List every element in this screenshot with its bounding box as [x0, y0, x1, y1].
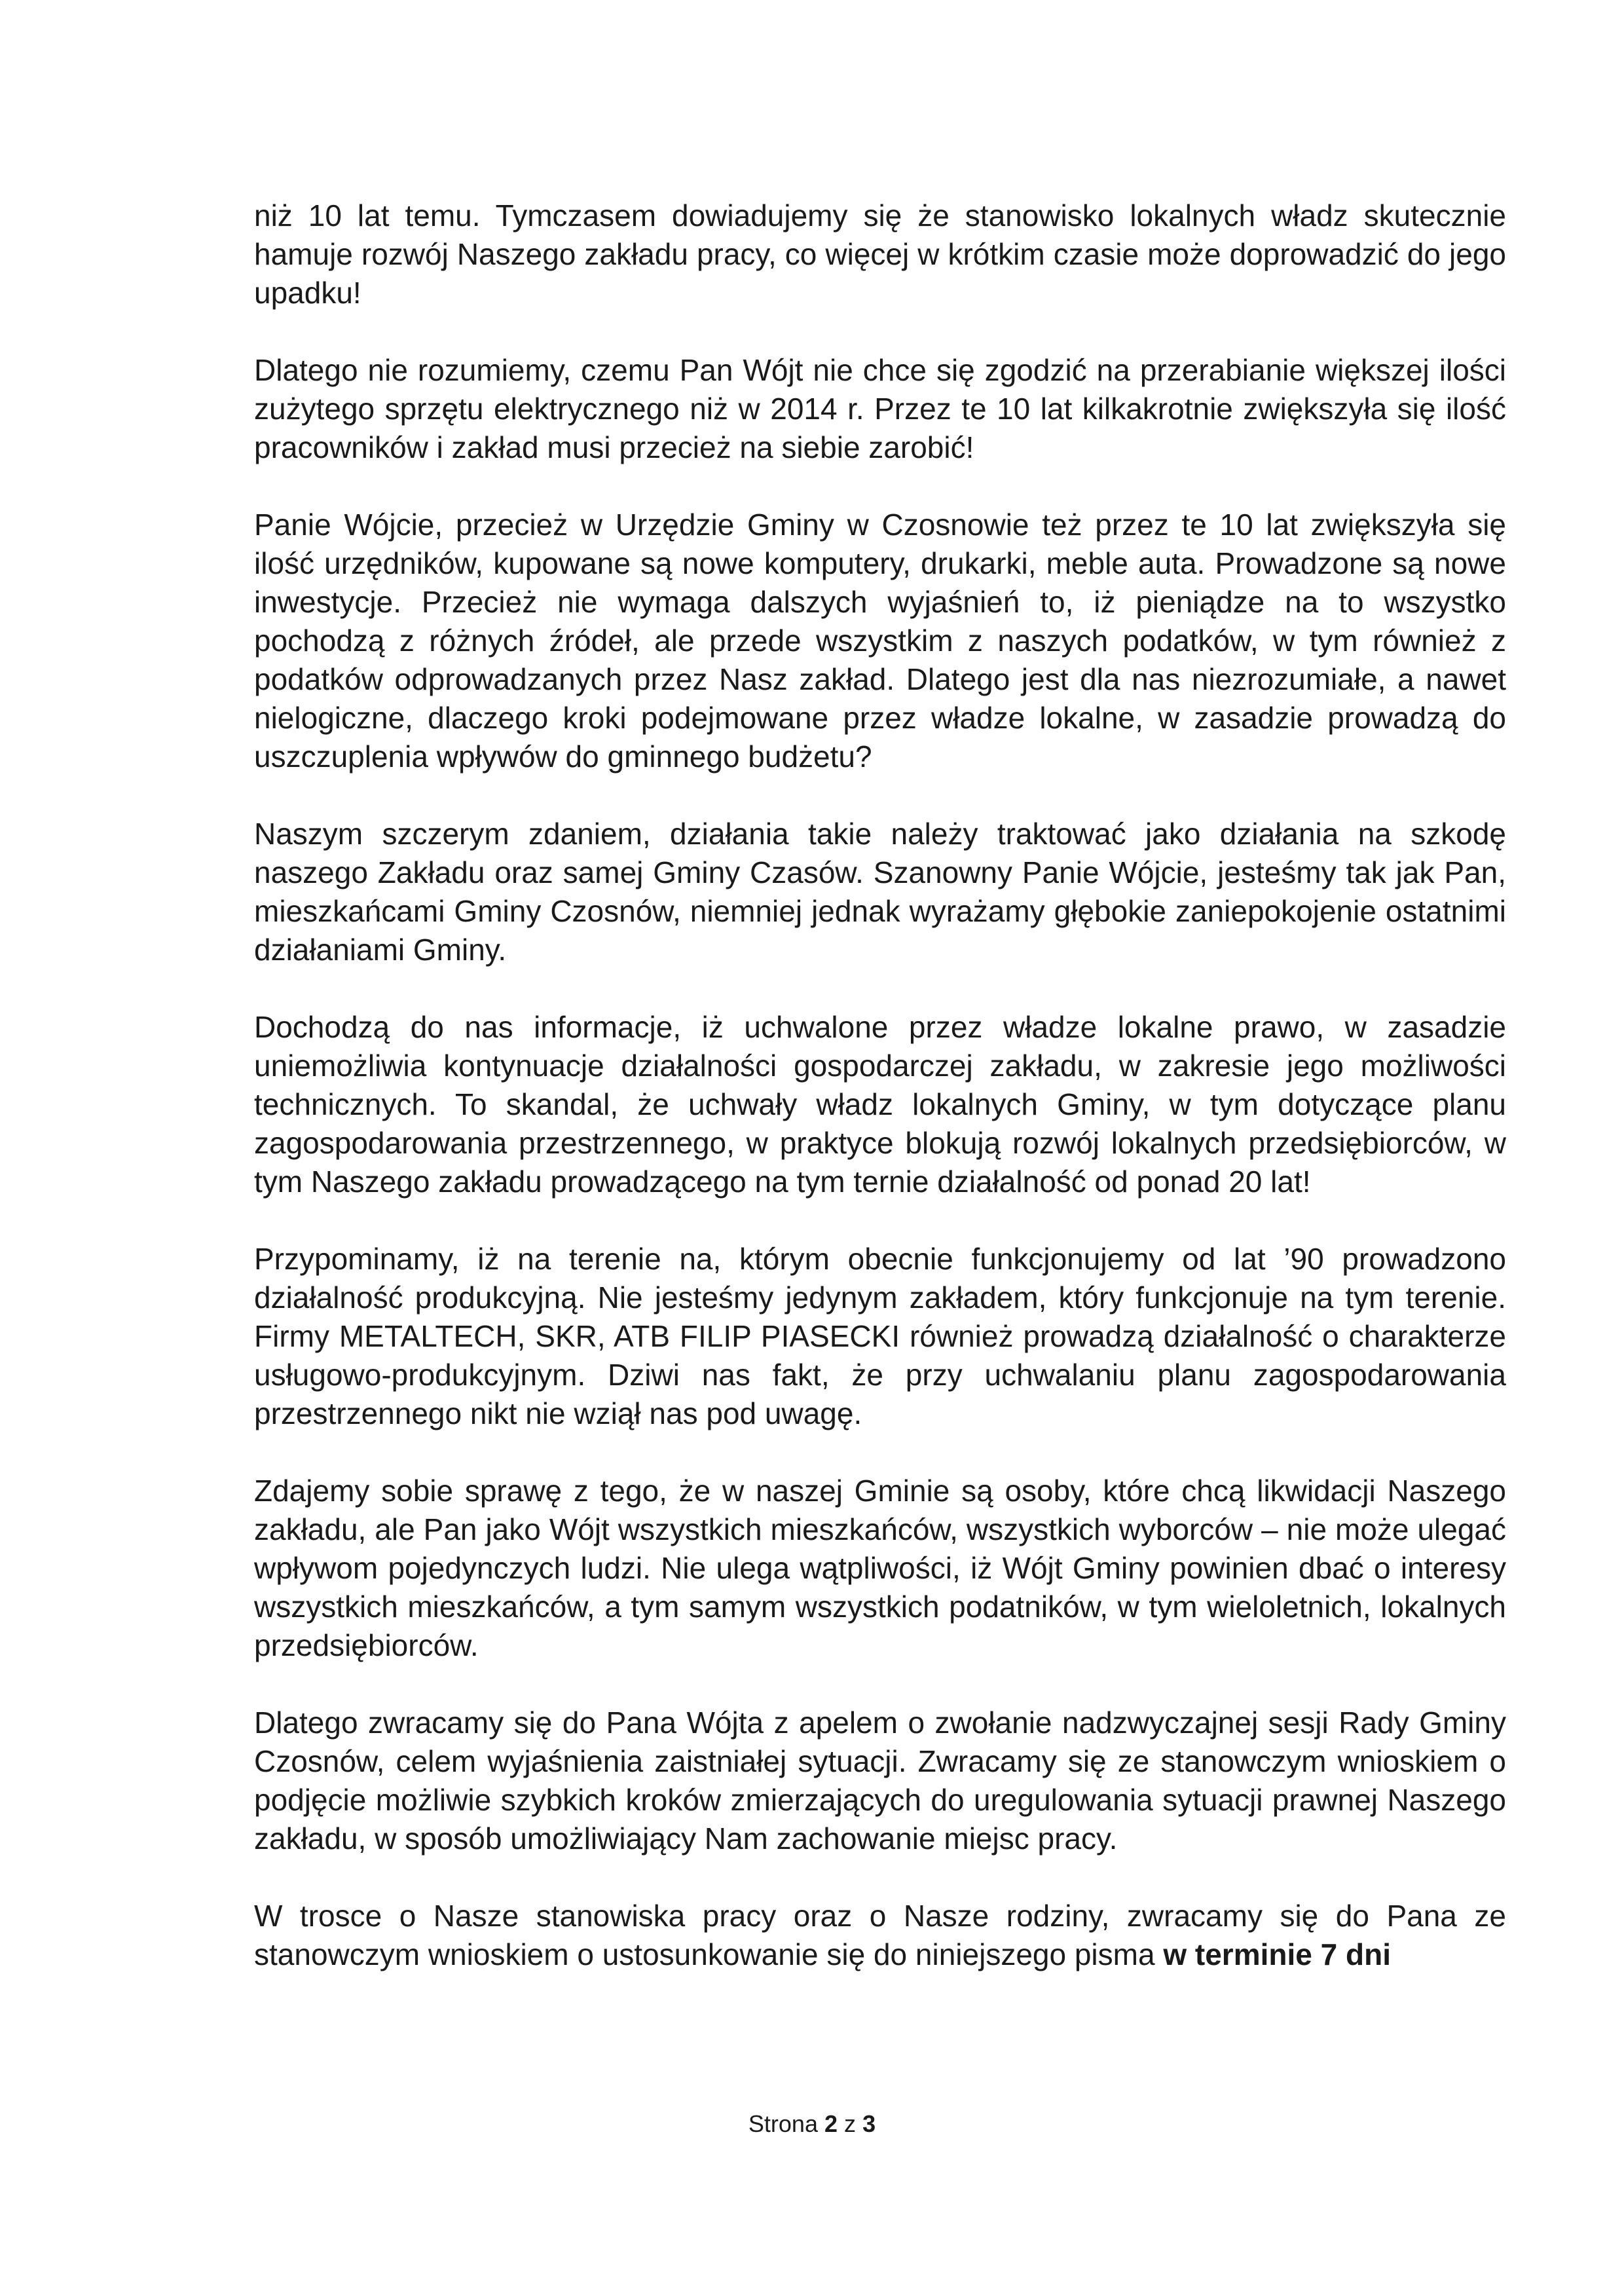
letter-body — [254, 196, 1506, 1974]
total-pages: 3 — [862, 2110, 876, 2137]
deadline-emphasis: w terminie 7 dni — [1163, 1937, 1391, 1971]
page-separator: z — [844, 2110, 857, 2137]
paragraph: Dlatego nie rozumiemy, czemu Pan Wójt nie chce się zgodzić na przerabianie większej ilości zużytego sprzętu elektrycznego niż w 2014 r. Przez te 10 lat kilkakrotnie zwiększyła się ilość pracowników i zakład musi przecież na siebie zarobić! — [254, 353, 1506, 464]
page-number — [0, 2110, 1624, 2138]
paragraph: niż 10 lat temu. Tymczasem dowiadujemy się że stanowisko lokalnych władz skutecznie hamuje rozwój Naszego zakładu pracy, co więcej w krótkim czasie może doprowadzić do jego upadku! — [254, 198, 1506, 310]
paragraph: Dlatego zwracamy się do Pana Wójta z apelem o zwołanie nadzwyczajnej sesji Rady Gminy Czosnów, celem wyjaśnienia zaistniałej sytuacji. Zwracamy się ze stanowczym wnioskiem o podjęcie możliwie szybkich kroków zmierzających do uregulowania sytuacji prawnej Naszego zakładu, w sposób umożliwiający Nam zachowanie miejsc pracy. — [254, 1706, 1506, 1856]
current-page: 2 — [824, 2110, 838, 2137]
paragraph: Panie Wójcie, przecież w Urzędzie Gminy w Czosnowie też przez te 10 lat zwiększyła się ilość urzędników, kupowane są nowe komputery, drukarki, meble auta. Prowadzone są nowe inwestycje. Przecież nie wymaga dalszych wyjaśnień to, iż pieniądze na to wszystko pochodzą z różnych źródeł, ale przede wszystkim z naszych podatków, w tym również z podatków odprowadzanych przez Nasz zakład. Dlatego jest dla nas niezrozumiałe, a nawet nielogiczne, dlaczego kroki podejmowane przez władze lokalne, w zasadzie prowadzą do uszczuplenia wpływów do gminnego budżetu? — [254, 508, 1506, 774]
page-label: Strona — [748, 2110, 818, 2137]
final-paragraph — [254, 1897, 1506, 1974]
paragraph: Przypominamy, iż na terenie na, którym obecnie funkcjonujemy od lat ’90 prowadzono działalność produkcyjną. Nie jesteśmy jedynym zakładem, który funkcjonuje na tym terenie. Firmy METALTECH, SKR, ATB FILIP PIASECKI również prowadzą działalność o charakterze usługowo-produkcyjnym. Dziwi nas fakt, że przy uchwalaniu planu zagospodarowania przestrzennego nikt nie wziął nas pod uwagę. — [254, 1242, 1506, 1430]
paragraph: Dochodzą do nas informacje, iż uchwalone przez władze lokalne prawo, w zasadzie uniemożliwia kontynuacje działalności gospodarczej zakładu, w zakresie jego możliwości technicznych. To skandal, że uchwały władz lokalnych Gminy, w tym dotyczące planu zagospodarowania przestrzennego, w praktyce blokują rozwój lokalnych przedsiębiorców, w tym Naszego zakładu prowadzącego na tym ternie działalność od ponad 20 lat! — [254, 1010, 1506, 1199]
paragraph: Zdajemy sobie sprawę z tego, że w naszej Gminie są osoby, które chcą likwidacji Naszego zakładu, ale Pan jako Wójt wszystkich mieszkańców, wszystkich wyborców – nie może ulegać wpływom pojedynczych ludzi. Nie ulega wątpliwości, iż Wójt Gminy powinien dbać o interesy wszystkich mieszkańców, a tym samym wszystkich podatników, w tym wieloletnich, lokalnych przedsiębiorców. — [254, 1474, 1506, 1662]
paragraph: Naszym szczerym zdaniem, działania takie należy traktować jako działania na szkodę naszego Zakładu oraz samej Gminy Czasów. Szanowny Panie Wójcie, jesteśmy tak jak Pan, mieszkańcami Gminy Czosnów, niemniej jednak wyrażamy głębokie zaniepokojenie ostatnimi działaniami Gminy. — [254, 817, 1506, 967]
final-paragraph-text: W trosce o Nasze stanowiska pracy oraz o Nasze rodziny, zwracamy się do Pana ze stanowczym wnioskiem o ustosunkowanie się do niniejszego pisma — [254, 1899, 1506, 1971]
